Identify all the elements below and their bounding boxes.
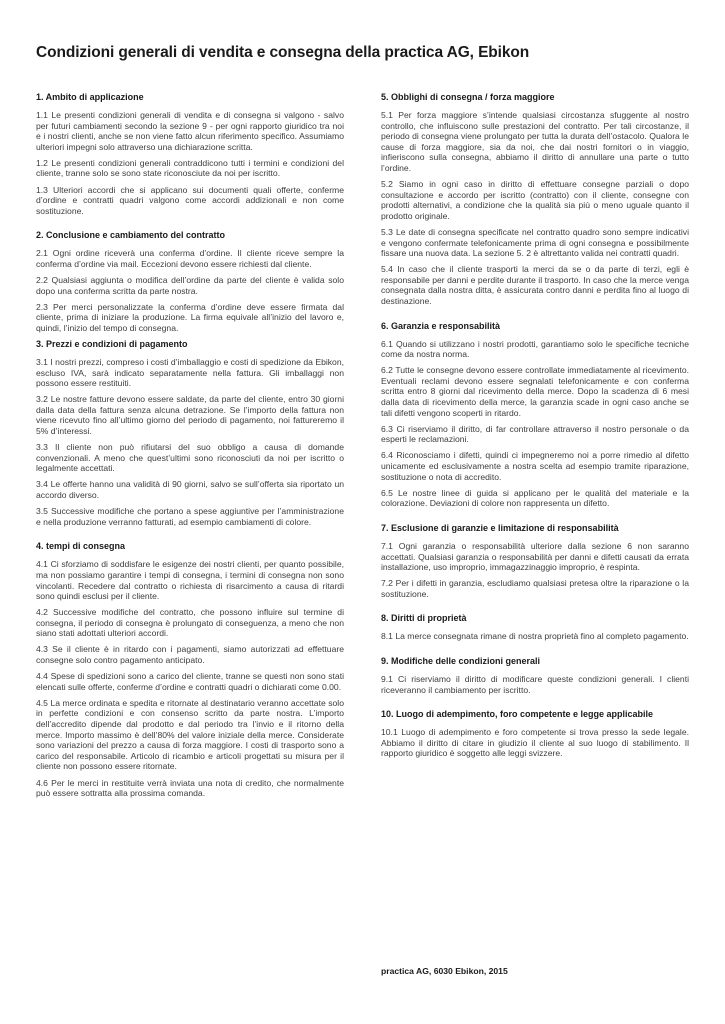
- section-title: 10. Luogo di adempimento, foro competente e legge applicabile: [381, 709, 654, 720]
- paragraph: 7.2 Per i difetti in garanzia, escludiamo qualsiasi pretesa oltre la riparazione o la sostituzione.: [381, 578, 689, 599]
- paragraph: 3.3 Il cliente non può rifiutarsi del suo obbligo a causa di domande convenzionali. A meno che quest’ultimi sono riconosciuti da noi per iscritto o legalmente accettati.: [36, 442, 344, 474]
- section-title: 7. Esclusione di garanzie e limitazione di responsabilità: [381, 522, 619, 533]
- page-title: Condizioni generali di vendita e consegna della practica AG, Ebikon: [36, 44, 530, 61]
- section-10: [381, 709, 689, 759]
- paragraph: 1.1 Le presenti condizioni generali di vendita e di consegna si valgono - salvo per futuri cambiamenti secondo la sezione 9 - per ogni rapporto giuridico tra noi e i nostri clienti, anche se non viene fatto alcun riferimento specifico. Assumiamo ulteriori impegni solo attraverso una dichiarazione scritta.: [36, 110, 344, 152]
- section-title: 5. Obblighi di consegna / forza maggiore: [381, 92, 555, 102]
- section-title: 9. Modifiche delle condizioni generali: [381, 655, 541, 666]
- left-column: [36, 92, 344, 804]
- paragraph: 9.1 Ci riserviamo il diritto di modificare queste condizioni generali. I clienti riceveranno il cambiamento per iscritto.: [381, 673, 689, 695]
- section-title: 4. tempi di consegna: [36, 541, 126, 552]
- paragraph: 4.5 La merce ordinata e spedita e ritornate al destinatario veranno accettate solo in perfette condizioni e con consenso scritto da parte nostra. L’importo dell’accredito dipende dal prodotto e dal periodo tra l’invio e il ritorno della merce. Importo massimo è dell’80% del valore iniziale della merce. Considerate sono variazioni del prezzo a causa di forza maggiore. I costi di trasporto sono a carico del responsabile. Articolo di ricambio e articoli progettati su misura per il cliente non possono essere ritornate.: [36, 697, 344, 772]
- paragraph: 2.2 Qualsiasi aggiunta o modifica dell’ordine da parte del cliente è valida solo dopo una conferma scritta da parte nostra.: [36, 275, 344, 296]
- footer: [381, 966, 689, 977]
- paragraph: 6.4 Riconosciamo i difetti, quindi ci impegneremo noi a porre rimedio al difetto unicamente ed esclusivamente a nostra scelta ad esempio tramite riparazione, sostituzione o nota di accredito.: [381, 450, 689, 482]
- section-4: [36, 541, 344, 798]
- section-title: 1. Ambito di applicazione: [36, 92, 144, 102]
- paragraph: 10.1 Luogo di adempimento e foro competente si trova presso la sede legale. Abbiamo il diritto di citare in giudizio il cliente al suo luogo di stabilimento. Il rapporto giuridico è soggetto alle leggi svizzere.: [381, 727, 689, 759]
- footer-text: practica AG, 6030 Ebikon, 2015: [381, 966, 508, 976]
- paragraph: 3.1 I nostri prezzi, compreso i costi d’imballaggio e costi di spedizione da Ebikon, escluso IVA, sarà indicato separatamente nella fattura. Gli imballaggi non possono essere restituiti.: [36, 357, 344, 389]
- section-3: [36, 339, 344, 527]
- right-column: [381, 92, 689, 764]
- paragraph: 6.2 Tutte le consegne devono essere controllate immediatamente al ricevimento. Eventuali reclami devono essere segnalati telefonicamente e con conferma scritta entro 8 giorni dal ricevimento della merce. Dopo la scadenza di 6 mesi dalla data di ricevimento della merce, la garanzia scade in ogni caso anche se tali difetti vengono scoperti in ritardo.: [381, 365, 689, 418]
- paragraph: 3.2 Le nostre fatture devono essere saldate, da parte del cliente, entro 30 giorni dalla data della fattura senza alcuna detrazione. Se l’importo della fattura non viene ricevuto fino all’ultimo giorno del periodo di pagamento, noi fattureremo il 5% d’interessi.: [36, 394, 344, 437]
- paragraph: 5.4 In caso che il cliente trasporti la merci da se o da parte di terzi, egli è responsabile per danni e perdite durante il trasporto. In caso che la merce venga consegnata dalla nostra ditta, è assicurata contro danni e perdita fino al luogo di destinazione.: [381, 264, 689, 306]
- section-7: [381, 523, 689, 599]
- section-9: [381, 656, 689, 695]
- paragraph: 4.4 Spese di spedizioni sono a carico del cliente, tranne se questi non sono stati elencati sulle offerte, conferme d’ordine e contratti quadri o dichiarati come 0.00.: [36, 671, 344, 692]
- paragraph: 2.3 Per merci personalizzate la conferma d’ordine deve essere firmata dal cliente, prima di iniziare la produzione. La firma equivale all’inizio del lavoro e, quindi, l’inizio del tempo di consegna.: [36, 301, 344, 333]
- paragraph: 3.5 Successive modifiche che portano a spese aggiuntive per l’amministrazione e nella produzione verranno fatturati, ad esempio cambiamenti di colore.: [36, 506, 344, 527]
- paragraph: 6.3 Ci riserviamo il diritto, di far controllare attraverso il nostro personale o da esperti le reclamazioni.: [381, 423, 689, 445]
- section-2: [36, 230, 344, 333]
- paragraph: 6.5 Le nostre linee di guida si applicano per le qualità del materiale e la colorazione. Deviazioni di colore non rappresenta un difetto.: [381, 487, 689, 509]
- section-8: [381, 613, 689, 642]
- paragraph: 5.2 Siamo in ogni caso in diritto di effettuare consegne parziali o dopo consultazione e accordo per iscritto (contratto) con il cliente, consegne con prodotti alternativi, a condizione che la qualità sia più o meno uguale quanto il prodotto originale.: [381, 179, 689, 221]
- paragraph: 4.1 Ci sforziamo di soddisfare le esigenze dei nostri clienti, per quanto possibile, ma non possiamo garantire i tempi di consegna, i termini di consegna non sono vincolanti. Recedere dal contratto o richiesta di risarcimento a causa di ritardi sono quindi esclusi per il cliente.: [36, 559, 344, 602]
- paragraph: 8.1 La merce consegnata rimane di nostra proprietà fino al completo pagamento.: [381, 631, 689, 642]
- section-title: 2. Conclusione e cambiamento del contratto: [36, 230, 226, 241]
- paragraph: 5.1 Per forza maggiore s’intende qualsiasi circostanza sfuggente al nostro controllo, che influiscono sulle prestazioni del contratto. Per tali circostanze, il periodo di consegna viene prolungato per tutta la durata dell’ostacolo. Qualora le cause di forza maggiore, sia da noi, che dai nostri fornitori o in viaggio, infieriscono sulla consegna, abbiamo il diritto di annullare una parte o tutto l’ordine.: [381, 110, 689, 173]
- paragraph: 4.3 Se il cliente è in ritardo con i pagamenti, siamo autorizzati ad effettuare consegne solo contro pagamento anticipato.: [36, 644, 344, 666]
- section-6: [381, 321, 689, 509]
- section-title: 3. Prezzi e condizioni di pagamento: [36, 339, 188, 349]
- paragraph: 4.2 Successive modifiche del contratto, che possono influire sul termine di consegna, il periodo di consegna è prolungato di conseguenza, a meno che non siano stati adottati ulteriori accordi.: [36, 607, 344, 639]
- paragraph: 4.6 Per le merci in restituite verrà inviata una nota di credito, che normalmente può essere sottratta alla prossima comanda.: [36, 777, 344, 799]
- section-title: 6. Garanzia e responsabilità: [381, 320, 501, 331]
- paragraph: 1.2 Le presenti condizioni generali contraddicono tutti i termini e condizioni del cliente, tranne solo se sono state riconosciute da noi per iscritto.: [36, 157, 344, 179]
- paragraph: 3.4 Le offerte hanno una validità di 90 giorni, salvo se sull’offerta sia riportato un accordo diverso.: [36, 479, 344, 501]
- section-title: 8. Diritti di proprietà: [381, 613, 467, 624]
- paragraph: 7.1 Ogni garanzia o responsabilità ulteriore dalla sezione 6 non saranno accettati. Qualsiasi garanzia o responsabilità per danni e difetti causati da errata installazione, uso improprio, immagazzinaggio improprio, è respinta.: [381, 540, 689, 573]
- paragraph: 5.3 Le date di consegna specificate nel contratto quadro sono sempre indicativi e vengono confermate telefonicamente prima di ogni consegna e possibilmente fissare una nuova data. La sezione 5. 2 è altrettanto valida nei contratti quadri.: [381, 226, 689, 259]
- paragraph: 1.3 Ulteriori accordi che si applicano sui documenti quali offerte, conferme d’ordine e contratti quadri valgono come accordi addizionali e non come sostituzione.: [36, 184, 344, 216]
- section-5: [381, 92, 689, 307]
- section-1: [36, 92, 344, 216]
- paragraph: 2.1 Ogni ordine riceverà una conferma d’ordine. Il cliente riceve sempre la conferma d’ordine via mail. Eccezioni devono essere richiesti dal cliente.: [36, 248, 344, 269]
- paragraph: 6.1 Quando si utilizzano i nostri prodotti, garantiamo solo le specifiche tecniche come da nostra norma.: [381, 338, 689, 360]
